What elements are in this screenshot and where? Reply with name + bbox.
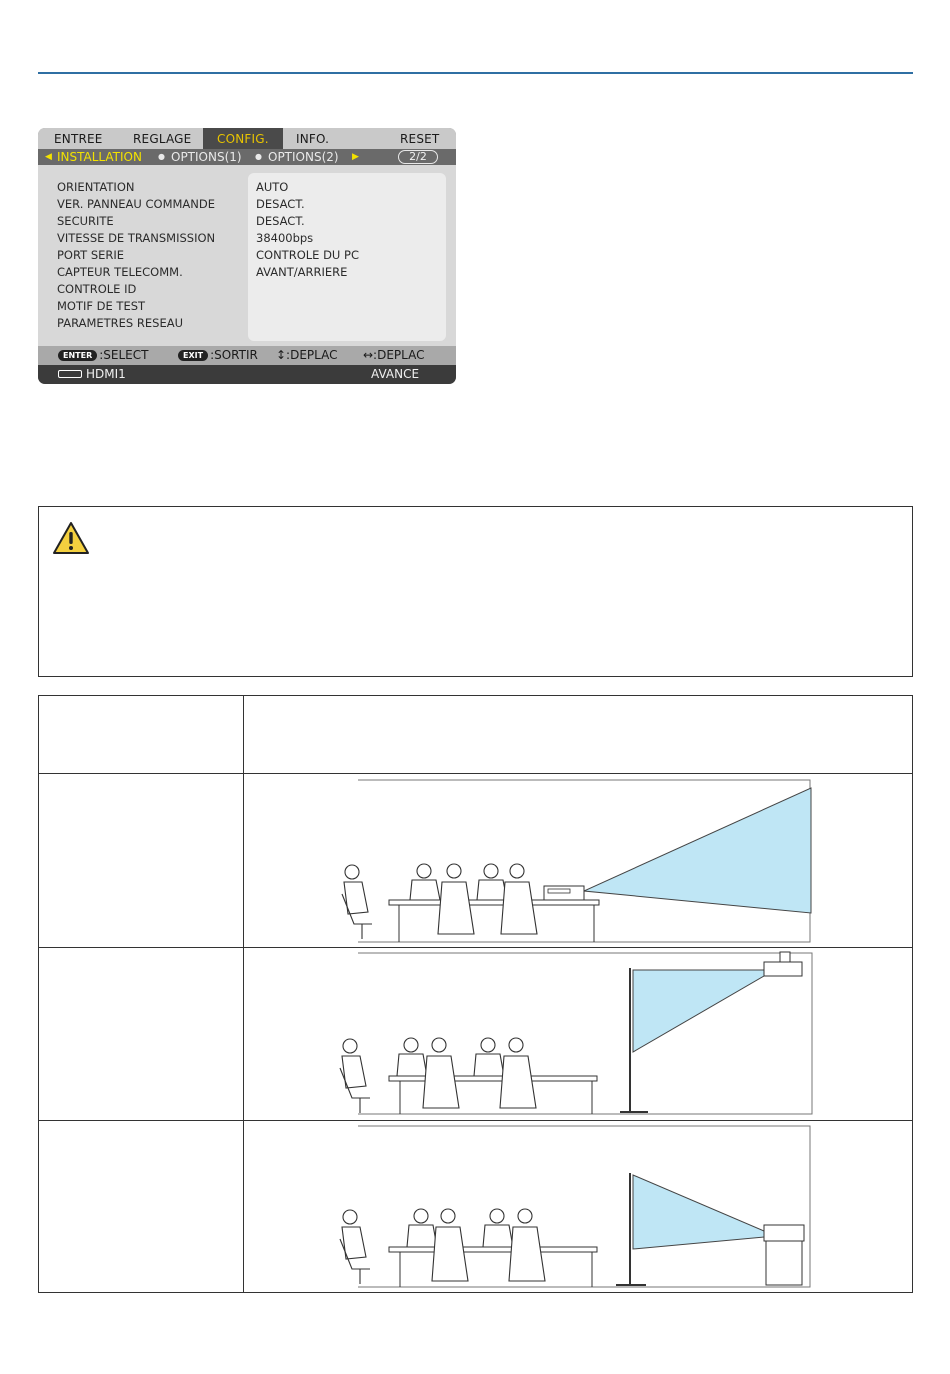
setting-label-control-id[interactable]: CONTROLE ID [57,282,137,296]
hdmi-icon [58,370,82,378]
setting-label-panel-lock[interactable]: VER. PANNEAU COMMANDE [57,197,216,211]
audience-figures [340,1209,545,1284]
settings-value-panel [248,173,446,341]
orientation-table [38,695,913,1293]
caution-box [38,506,913,677]
left-arrow-icon[interactable]: ◀ [45,152,52,162]
help-bar [38,346,456,365]
right-arrow-icon[interactable]: ▶ [352,152,359,162]
tab-reset[interactable]: RESET [400,132,440,146]
help-leftright: ↔:DEPLAC [363,348,425,362]
subtab-installation[interactable]: INSTALLATION [57,150,142,164]
setting-label-remote-sensor[interactable]: CAPTEUR TELECOMM. [57,265,183,279]
setting-value-remote-sensor[interactable]: AVANT/ARRIERE [256,265,348,279]
setting-value-orientation[interactable]: AUTO [256,180,289,194]
settings-labels [57,179,215,332]
setting-label-serial-port[interactable]: PORT SERIE [57,248,125,262]
tab-entree[interactable]: ENTREE [54,132,103,146]
setting-value-security[interactable]: DESACT. [256,214,305,228]
scene-desk-front [244,774,912,946]
settings-panel [38,165,456,346]
help-updown: ↕:DEPLAC [276,348,338,362]
setting-label-security[interactable]: SECURITE [57,214,114,228]
menu-tab-bar [38,128,456,150]
submenu-bar [38,149,456,165]
help-select: ENTER :SELECT [58,348,148,362]
bullet-icon: ● [158,152,165,161]
input-source: HDMI1 [86,367,126,381]
setting-label-baud-rate[interactable]: VITESSE DE TRANSMISSION [57,231,216,245]
tab-reglage[interactable]: REGLAGE [133,132,192,146]
audience-figures [340,1038,536,1113]
tab-info[interactable]: INFO. [296,132,330,146]
bullet-icon: ● [255,152,262,161]
osd-menu [38,128,456,384]
scene-ceiling-rear [244,948,912,1120]
status-bar [38,365,456,384]
exit-key-icon: EXIT [178,350,208,361]
scene-desk-rear [244,1121,912,1293]
setting-value-serial-port[interactable]: CONTROLE DU PC [256,248,359,262]
menu-mode: AVANCE [371,367,420,381]
header-rule [38,72,913,74]
setting-label-test-pattern[interactable]: MOTIF DE TEST [57,299,146,313]
help-exit: EXIT :SORTIR [178,348,258,362]
setting-value-panel-lock[interactable]: DESACT. [256,197,305,211]
setting-label-network[interactable]: PARAMETRES RESEAU [57,316,183,330]
subtab-options-2[interactable]: OPTIONS(2) [268,150,339,164]
setting-label-orientation[interactable]: ORIENTATION [57,180,135,194]
setting-value-baud-rate[interactable]: 38400bps [256,231,314,245]
subtab-options-1[interactable]: OPTIONS(1) [171,150,242,164]
page-indicator: 2/2 [398,150,438,164]
tab-config[interactable]: CONFIG. [203,128,283,149]
enter-key-icon: ENTER [58,350,97,361]
warning-icon [52,521,90,555]
